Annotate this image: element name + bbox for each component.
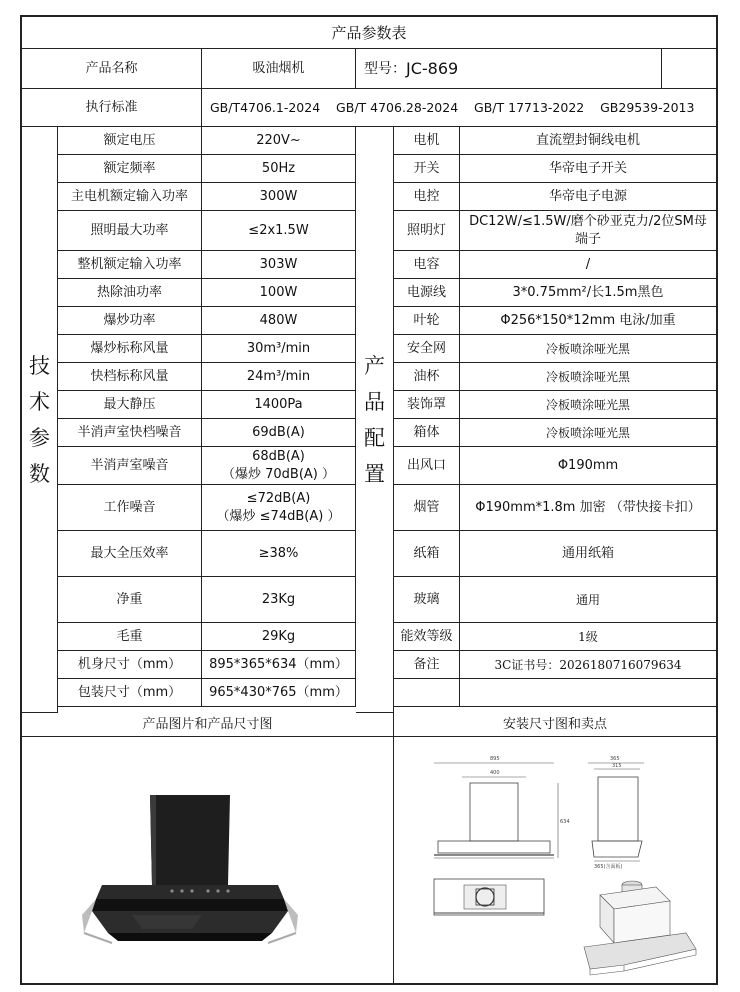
config-label: 装饰罩 (394, 391, 460, 419)
config-value: 3C证书号：2026180716079634 (460, 651, 716, 679)
tech-value: 895*365*634（mm） (202, 651, 356, 679)
config-value: 华帝电子电源 (460, 183, 716, 211)
model-value: JC-869 (406, 58, 459, 78)
config-label: 安全网 (394, 335, 460, 363)
config-value: Φ190mm (460, 447, 716, 485)
tech-label: 照明最大功率 (58, 211, 202, 251)
tech-label: 半消声室噪音 (58, 447, 202, 485)
config-label: 电控 (394, 183, 460, 211)
config-label: 玻璃 (394, 577, 460, 623)
right-section-title: 安装尺寸图和卖点 (394, 713, 716, 737)
config-value: 通用纸箱 (460, 531, 716, 577)
model-label: 型号： (364, 60, 406, 77)
tech-label: 净重 (58, 577, 202, 623)
config-value: 1级 (460, 623, 716, 651)
dim-width: 895 (490, 756, 500, 762)
dim-depth: 365 (610, 756, 620, 762)
tech-value: ≤2x1.5W (202, 211, 356, 251)
config-value (460, 679, 716, 707)
tech-label: 工作噪音 (58, 485, 202, 531)
config-label: 叶轮 (394, 307, 460, 335)
tech-label: 最大静压 (58, 391, 202, 419)
group-char: 术 (29, 389, 50, 414)
product-name-label: 产品名称 (22, 49, 202, 89)
config-label: 照明灯 (394, 211, 460, 251)
product-name-value: 吸油烟机 (202, 49, 356, 89)
config-value: 冷板喷涂哑光黑 (460, 363, 716, 391)
install-dimension-drawing (394, 737, 716, 983)
config-value: Φ256*150*12mm 电泳/加重 (460, 307, 716, 335)
config-label: 备注 (394, 651, 460, 679)
group-char: 品 (364, 389, 385, 414)
config-label: 电机 (394, 127, 460, 155)
product-image-panel (22, 737, 394, 983)
group-char: 参 (29, 425, 50, 450)
tech-label: 包装尺寸（mm） (58, 679, 202, 707)
tech-label: 热除油功率 (58, 279, 202, 307)
model-cell (356, 49, 662, 89)
install-drawing-panel (394, 737, 716, 983)
tech-value: 300W (202, 183, 356, 211)
config-value (460, 211, 716, 251)
tech-value: 1400Pa (202, 391, 356, 419)
tech-value: 220V~ (202, 127, 356, 155)
tech-value: 30m³/min (202, 335, 356, 363)
group-char: 产 (364, 353, 385, 378)
tech-value-line2: （爆炒 ≤74dB(A) ） (216, 508, 341, 524)
dim-depth2: 315 (612, 763, 622, 769)
config-value: Φ190mm*1.8m 加密 （带快接卡扣） (460, 485, 716, 531)
group-char: 置 (364, 461, 385, 486)
tech-value: 69dB(A) (202, 419, 356, 447)
spec-sheet (20, 15, 718, 985)
config-label (394, 679, 460, 707)
range-hood-photo (22, 737, 390, 983)
config-value: 直流塑封铜线电机 (460, 127, 716, 155)
standard-label: 执行标准 (22, 89, 202, 127)
standard-value: GB/T4706.1-2024 GB/T 4706.28-2024 GB/T 17713-2022 GB29539-2013 (202, 89, 716, 127)
tech-value: 480W (202, 307, 356, 335)
config-value: 冷板喷涂哑光黑 (460, 419, 716, 447)
tech-label: 主电机额定输入功率 (58, 183, 202, 211)
group-char: 配 (364, 425, 385, 450)
tech-value: 24m³/min (202, 363, 356, 391)
config-value-line2: 端子 (574, 231, 601, 247)
config-value-line1: DC12W/≤1.5W/磨个砂亚克力/2位SM母 (469, 213, 707, 229)
config-label: 烟管 (394, 485, 460, 531)
tech-value-line2: （爆炒 70dB(A) ） (221, 466, 335, 482)
dim-height: 634 (560, 819, 570, 825)
tech-value (202, 447, 356, 485)
tech-label: 额定电压 (58, 127, 202, 155)
tech-value: ≥38% (202, 531, 356, 577)
tech-value: 29Kg (202, 623, 356, 651)
tech-label: 整机额定输入功率 (58, 251, 202, 279)
config-label: 箱体 (394, 419, 460, 447)
tech-label: 最大全压效率 (58, 531, 202, 577)
product-config-group (356, 127, 394, 713)
tech-label: 额定频率 (58, 155, 202, 183)
left-section-title: 产品图片和产品尺寸图 (22, 713, 394, 737)
config-label: 电容 (394, 251, 460, 279)
config-label: 电源线 (394, 279, 460, 307)
tech-params-group (22, 127, 58, 713)
tech-value-line1: ≤72dB(A) (246, 490, 311, 506)
group-char: 数 (29, 461, 50, 486)
dim-inner-width: 400 (490, 770, 500, 776)
tech-label: 毛重 (58, 623, 202, 651)
config-value: / (460, 251, 716, 279)
tech-label: 爆炒功率 (58, 307, 202, 335)
config-value: 华帝电子开关 (460, 155, 716, 183)
config-value: 通用 (460, 577, 716, 623)
config-value: 冷板喷涂哑光黑 (460, 391, 716, 419)
tech-value: 50Hz (202, 155, 356, 183)
tech-value (202, 485, 356, 531)
sheet-title: 产品参数表 (22, 17, 716, 49)
config-label: 纸箱 (394, 531, 460, 577)
tech-label: 机身尺寸（mm） (58, 651, 202, 679)
tech-value: 100W (202, 279, 356, 307)
config-label: 出风口 (394, 447, 460, 485)
config-value: 冷板喷涂哑光黑 (460, 335, 716, 363)
config-label: 油杯 (394, 363, 460, 391)
tech-value: 965*430*765（mm） (202, 679, 356, 707)
tech-label: 快档标称风量 (58, 363, 202, 391)
group-char: 技 (29, 353, 50, 378)
dim-depth-note: 365(含面板) (594, 864, 623, 870)
tech-value-line1: 68dB(A) (252, 448, 305, 464)
tech-label: 半消声室快档噪音 (58, 419, 202, 447)
config-label: 能效等级 (394, 623, 460, 651)
tech-value: 303W (202, 251, 356, 279)
blank-cell (662, 49, 716, 89)
config-label: 开关 (394, 155, 460, 183)
config-value: 3*0.75mm²/长1.5m黑色 (460, 279, 716, 307)
tech-label: 爆炒标称风量 (58, 335, 202, 363)
tech-value: 23Kg (202, 577, 356, 623)
